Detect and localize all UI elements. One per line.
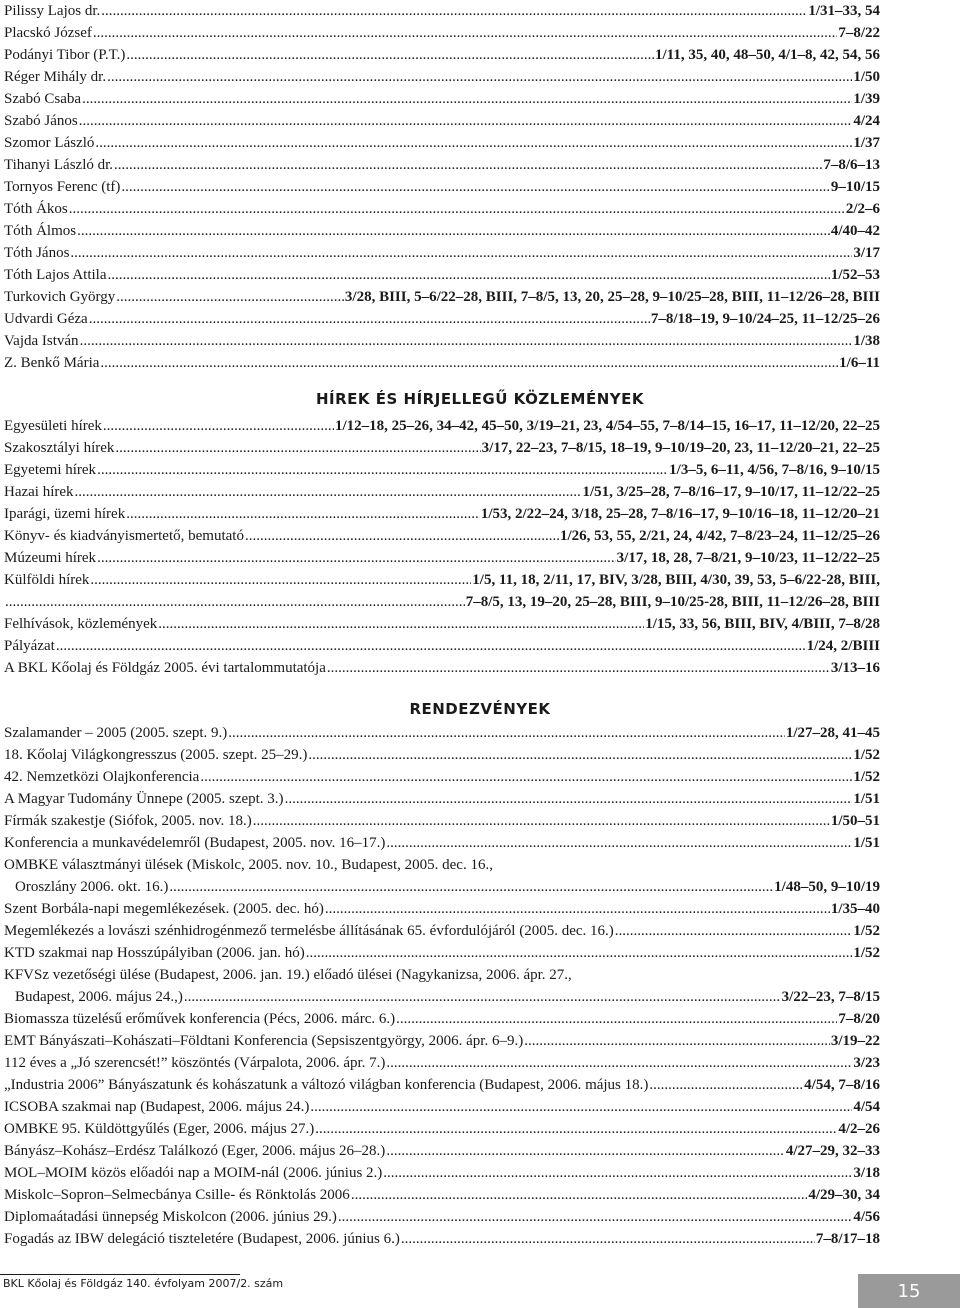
entry-title: EMT Bányászati–Kohászati–Földtani Konferencia (Sepsiszentgyörgy, 2006. ápr. 6–9.) xyxy=(4,1033,524,1049)
entry-title: Szabó Csaba xyxy=(4,91,82,107)
dot-leader xyxy=(200,766,852,788)
dot-leader xyxy=(77,220,830,242)
index-entry xyxy=(4,330,880,352)
entry-title: A Magyar Tudomány Ünnepe (2005. szept. 3.) xyxy=(4,791,284,807)
index-entry xyxy=(4,1206,880,1228)
footer-rule xyxy=(0,1274,240,1275)
entry-title: ICSOBA szakmai nap (Budapest, 2006. május 24.) xyxy=(4,1099,310,1115)
dot-leader xyxy=(306,942,853,964)
dot-leader xyxy=(184,986,781,1008)
dot-leader xyxy=(325,898,830,920)
dot-leader xyxy=(97,547,616,569)
dot-leader xyxy=(101,0,807,22)
index-entry xyxy=(4,286,880,308)
entry-page-reference: 1/11, 35, 40, 48–50, 4/1–8, 42, 54, 56 xyxy=(654,47,880,63)
index-entry xyxy=(4,832,880,854)
entry-page-reference: 1/15, 33, 56, BIII, BIV, 4/BIII, 7–8/28 xyxy=(645,616,880,632)
entry-page-reference: 1/5, 11, 18, 2/11, 17, BIV, 3/28, BIII, 4/30, 39, 53, 5–6/22-28, BIII, xyxy=(472,572,880,588)
entry-title: Tóth Ákos xyxy=(4,201,68,217)
dot-leader xyxy=(615,920,853,942)
index-entry xyxy=(4,66,880,88)
entry-page-reference: 4/27–29, 32–33 xyxy=(785,1143,880,1159)
dot-leader xyxy=(126,44,654,66)
index-entry xyxy=(4,854,880,876)
dot-leader xyxy=(56,635,806,657)
index-entry xyxy=(4,766,880,788)
entry-title: Bányász–Kohász–Erdész Találkozó (Eger, 2006. május 26–28.) xyxy=(4,1143,386,1159)
index-entry xyxy=(4,44,880,66)
entry-title: „Industria 2006” Bányászatunk és kohászatunk a változó világban konferencia (Budapest, 2006. május 18.) xyxy=(4,1077,649,1093)
entry-title: KFVSz vezetőségi ülése (Budapest, 2006. jan. 19.) előadó ülései (Nagykanizsa, 2006. ápr. 27., xyxy=(4,967,572,983)
dot-leader xyxy=(285,788,853,810)
news-index-list xyxy=(4,415,880,679)
index-entry xyxy=(4,154,880,176)
index-entry xyxy=(4,876,880,898)
dot-leader xyxy=(90,569,471,591)
entry-title: Podányi Tibor (P.T.) xyxy=(4,47,126,63)
index-entry xyxy=(4,0,880,22)
index-entry xyxy=(4,198,880,220)
entry-page-reference: 3/28, BIII, 5–6/22–28, BIII, 7–8/5, 13, 20, 25–28, 9–10/25–28, BIII, 11–12/26–28, BIII xyxy=(344,289,880,305)
index-entry xyxy=(4,547,880,569)
dot-leader xyxy=(383,1162,852,1184)
entry-page-reference: 4/2–26 xyxy=(838,1121,880,1137)
entry-page-reference: 1/53, 2/22–24, 3/18, 25–28, 7–8/16–17, 9–10/16–18, 11–12/20–21 xyxy=(480,506,880,522)
index-entry xyxy=(4,1118,880,1140)
entry-page-reference: 1/31–33, 54 xyxy=(808,3,880,19)
entry-page-reference: 1/52 xyxy=(853,923,880,939)
entry-title: Könyv- és kiadványismertető, bemutató xyxy=(4,528,244,544)
entry-title: Tihanyi László dr. xyxy=(4,157,114,173)
entry-page-reference: 7–8/5, 13, 19–20, 25–28, BIII, 9–10/25-28, BIII, 11–12/26–28, BIII xyxy=(465,594,880,610)
entry-page-reference: 3/17, 22–23, 7–8/15, 18–19, 9–10/19–20, 23, 11–12/20–21, 22–25 xyxy=(481,440,880,456)
entry-page-reference: 1/52 xyxy=(853,769,880,785)
page-number: 15 xyxy=(897,1280,921,1302)
index-entry xyxy=(4,437,880,459)
dot-leader xyxy=(93,22,837,44)
index-entry xyxy=(4,1184,880,1206)
entry-page-reference: 1/38 xyxy=(853,333,880,349)
index-entry xyxy=(4,110,880,132)
dot-leader xyxy=(169,876,773,898)
entry-title: Tóth János xyxy=(4,245,70,261)
dot-leader xyxy=(126,503,480,525)
index-entry xyxy=(4,1052,880,1074)
entry-page-reference: 1/12–18, 25–26, 34–42, 45–50, 3/19–21, 23, 4/54–55, 7–8/14–15, 16–17, 11–12/20, 22–25 xyxy=(334,418,880,434)
index-entry xyxy=(4,352,880,374)
index-entry xyxy=(4,788,880,810)
entry-page-reference: 1/51, 3/25–28, 7–8/16–17, 9–10/17, 11–12/22–25 xyxy=(582,484,880,500)
index-entry xyxy=(4,722,880,744)
entry-title: Réger Mihály dr. xyxy=(4,69,107,85)
entry-page-reference: 1/6–11 xyxy=(839,355,880,371)
entry-title: OMBKE 95. Küldöttgyűlés (Eger, 2006. május 27.) xyxy=(4,1121,315,1137)
entry-page-reference: 7–8/17–18 xyxy=(815,1231,880,1247)
entry-title: OMBKE választmányi ülések (Miskolc, 2005. nov. 10., Budapest, 2005. dec. 16., xyxy=(4,857,493,873)
index-entry xyxy=(4,591,880,613)
dot-leader xyxy=(70,242,852,264)
entry-title: Udvardi Géza xyxy=(4,311,88,327)
index-entry xyxy=(4,415,880,437)
entry-page-reference: 3/23 xyxy=(853,1055,880,1071)
section-heading-events: RENDEZVÉNYEK xyxy=(409,700,551,718)
entry-title: MOL–MOIM közös előadói nap a MOIM-nál (2006. június 2.) xyxy=(4,1165,383,1181)
index-entry xyxy=(4,525,880,547)
dot-leader xyxy=(97,459,668,481)
dot-leader xyxy=(351,1184,808,1206)
dot-leader xyxy=(386,832,852,854)
index-entry xyxy=(4,810,880,832)
dot-leader xyxy=(75,481,582,503)
dot-leader xyxy=(386,1052,852,1074)
entry-title: Placskó József xyxy=(4,25,92,41)
person-index-list xyxy=(4,0,880,374)
entry-page-reference: 3/19–22 xyxy=(830,1033,880,1049)
entry-page-reference: 4/24 xyxy=(853,113,880,129)
dot-leader xyxy=(649,1074,803,1096)
index-entry xyxy=(4,986,880,1008)
dot-leader xyxy=(107,66,852,88)
entry-title: 112 éves a „Jó szerencsét!” köszöntés (Várpalota, 2006. ápr. 7.) xyxy=(4,1055,386,1071)
entry-page-reference: 3/13–16 xyxy=(830,660,880,676)
dot-leader xyxy=(95,132,852,154)
entry-page-reference: 1/52 xyxy=(853,945,880,961)
entry-title: A BKL Kőolaj és Földgáz 2005. évi tartalommutatója xyxy=(4,660,326,676)
entry-page-reference: 1/48–50, 9–10/19 xyxy=(774,879,880,895)
dot-leader xyxy=(308,744,852,766)
index-entry xyxy=(4,920,880,942)
index-entry xyxy=(4,176,880,198)
dot-leader xyxy=(89,308,650,330)
entry-page-reference: 1/24, 2/BIII xyxy=(806,638,880,654)
index-entry xyxy=(4,1096,880,1118)
index-entry xyxy=(4,635,880,657)
dot-leader xyxy=(79,110,853,132)
dot-leader xyxy=(114,154,822,176)
dot-leader xyxy=(5,591,465,613)
entry-page-reference: 1/52 xyxy=(853,747,880,763)
dot-leader xyxy=(396,1008,837,1030)
index-entry xyxy=(4,503,880,525)
entry-page-reference: 7–8/6–13 xyxy=(823,157,880,173)
entry-page-reference: 1/3–5, 6–11, 4/56, 7–8/16, 9–10/15 xyxy=(669,462,880,478)
entry-title: Biomassza tüzelésű erőművek konferencia (Pécs, 2006. márc. 6.) xyxy=(4,1011,396,1027)
dot-leader xyxy=(158,613,644,635)
entry-title: Egyesületi hírek xyxy=(4,418,102,434)
entry-page-reference: 1/50 xyxy=(853,69,880,85)
entry-title: Szabó János xyxy=(4,113,78,129)
index-entry xyxy=(4,220,880,242)
entry-page-reference: 4/56 xyxy=(853,1209,880,1225)
entry-page-reference: 7–8/22 xyxy=(838,25,880,41)
index-entry xyxy=(4,942,880,964)
index-entry xyxy=(4,569,880,591)
entry-title: Diplomaátadási ünnepség Miskolcon (2006. június 29.) xyxy=(4,1209,337,1225)
entry-title: Tornyos Ferenc (tf) xyxy=(4,179,121,195)
index-entry xyxy=(4,242,880,264)
dot-leader xyxy=(116,286,344,308)
index-entry xyxy=(4,1228,880,1250)
entry-title: Múzeumi hírek xyxy=(4,550,97,566)
events-index-list xyxy=(4,722,880,1250)
entry-title: 18. Kőolaj Világkongresszus (2005. szept. 25–29.) xyxy=(4,747,308,763)
entry-page-reference: 3/18 xyxy=(853,1165,880,1181)
entry-page-reference: 1/37 xyxy=(853,135,880,151)
entry-title: Szomor László xyxy=(4,135,95,151)
index-entry xyxy=(4,264,880,286)
footer-journal-title: BKL Kőolaj és Földgáz 140. évfolyam 2007/2. szám xyxy=(3,1277,284,1290)
dot-leader xyxy=(80,330,853,352)
entry-title: Pályázat xyxy=(4,638,55,654)
entry-page-reference: 1/52–53 xyxy=(830,267,880,283)
entry-page-reference: 9–10/15 xyxy=(830,179,880,195)
index-entry xyxy=(4,132,880,154)
index-entry xyxy=(4,1162,880,1184)
entry-title: Szalamander – 2005 (2005. szept. 9.) xyxy=(4,725,228,741)
dot-leader xyxy=(310,1096,852,1118)
entry-title: 42. Nemzetközi Olajkonferencia xyxy=(4,769,200,785)
entry-title: Megemlékezés a lovászi szénhidrogénmező termelésbe állításának 65. évfordulójáról (2005. dec. 16.) xyxy=(4,923,614,939)
entry-title: Külföldi hírek xyxy=(4,572,90,588)
index-entry xyxy=(4,657,880,679)
index-entry xyxy=(4,1074,880,1096)
index-entry xyxy=(4,744,880,766)
entry-title: Budapest, 2006. május 24.,) xyxy=(15,989,183,1005)
index-entry xyxy=(4,481,880,503)
dot-leader xyxy=(253,810,830,832)
entry-page-reference: 1/35–40 xyxy=(830,901,880,917)
entry-title: Tóth Álmos xyxy=(4,223,77,239)
entry-title: Miskolc–Sopron–Selmecbánya Csille- és Rönktolás 2006 xyxy=(4,1187,350,1203)
dot-leader xyxy=(100,352,838,374)
index-entry xyxy=(4,1140,880,1162)
entry-page-reference: 4/29–30, 34 xyxy=(808,1187,880,1203)
index-entry xyxy=(4,308,880,330)
dot-leader xyxy=(245,525,559,547)
entry-title: Vajda István xyxy=(4,333,79,349)
dot-leader xyxy=(327,657,830,679)
index-entry xyxy=(4,613,880,635)
entry-page-reference: 2/2–6 xyxy=(845,201,880,217)
entry-title: Pilissy Lajos dr. xyxy=(4,3,101,19)
index-entry xyxy=(4,459,880,481)
dot-leader xyxy=(386,1140,785,1162)
entry-page-reference: 4/54, 7–8/16 xyxy=(804,1077,880,1093)
index-entry xyxy=(4,1030,880,1052)
entry-title: KTD szakmai nap Hosszúpályiban (2006. jan. hó) xyxy=(4,945,305,961)
index-entry xyxy=(4,88,880,110)
entry-title: Oroszlány 2006. okt. 16.) xyxy=(15,879,169,895)
entry-title: Egyetemi hírek xyxy=(4,462,97,478)
entry-page-reference: 1/27–28, 41–45 xyxy=(785,725,880,741)
dot-leader xyxy=(115,437,480,459)
index-entry xyxy=(4,22,880,44)
entry-title: Konferencia a munkavédelemről (Budapest, 2005. nov. 16–17.) xyxy=(4,835,386,851)
entry-title: Felhívások, közlemények xyxy=(4,616,158,632)
page-number-badge xyxy=(858,1274,960,1308)
entry-page-reference: 3/22–23, 7–8/15 xyxy=(781,989,880,1005)
index-entry xyxy=(4,964,880,986)
entry-title: Szakosztályi hírek xyxy=(4,440,115,456)
dot-leader xyxy=(121,176,829,198)
dot-leader xyxy=(524,1030,830,1052)
entry-page-reference: 1/51 xyxy=(853,791,880,807)
dot-leader xyxy=(82,88,852,110)
entry-title: Tóth Lajos Attila xyxy=(4,267,107,283)
dot-leader xyxy=(108,264,830,286)
entry-page-reference: 1/51 xyxy=(853,835,880,851)
entry-page-reference: 4/40–42 xyxy=(830,223,880,239)
entry-page-reference: 1/50–51 xyxy=(830,813,880,829)
entry-title: Szent Borbála-napi megemlékezések. (2005. dec. hó) xyxy=(4,901,324,917)
entry-title: Fírmák szakestje (Siófok, 2005. nov. 18.) xyxy=(4,813,252,829)
dot-leader xyxy=(315,1118,837,1140)
entry-page-reference: 1/26, 53, 55, 2/21, 24, 4/42, 7–8/23–24, 11–12/25–26 xyxy=(559,528,880,544)
dot-leader xyxy=(338,1206,852,1228)
entry-page-reference: 7–8/18–19, 9–10/24–25, 11–12/25–26 xyxy=(650,311,880,327)
section-heading-news: HÍREK ÉS HÍRJELLEGŰ KÖZLEMÉNYEK xyxy=(316,390,644,408)
index-entry xyxy=(4,1008,880,1030)
entry-page-reference: 4/54 xyxy=(853,1099,880,1115)
entry-title: Hazai hírek xyxy=(4,484,74,500)
index-entry xyxy=(4,898,880,920)
entry-page-reference: 3/17 xyxy=(853,245,880,261)
entry-title: Iparági, üzemi hírek xyxy=(4,506,126,522)
entry-page-reference: 7–8/20 xyxy=(838,1011,880,1027)
dot-leader xyxy=(228,722,785,744)
entry-title: Fogadás az IBW delegáció tiszteletére (Budapest, 2006. június 6.) xyxy=(4,1231,400,1247)
dot-leader xyxy=(401,1228,815,1250)
dot-leader xyxy=(69,198,845,220)
entry-title: Z. Benkő Mária xyxy=(4,355,100,371)
dot-leader xyxy=(103,415,334,437)
entry-title: Turkovich György xyxy=(4,289,116,305)
entry-page-reference: 3/17, 18, 28, 7–8/21, 9–10/23, 11–12/22–25 xyxy=(616,550,880,566)
entry-page-reference: 1/39 xyxy=(853,91,880,107)
